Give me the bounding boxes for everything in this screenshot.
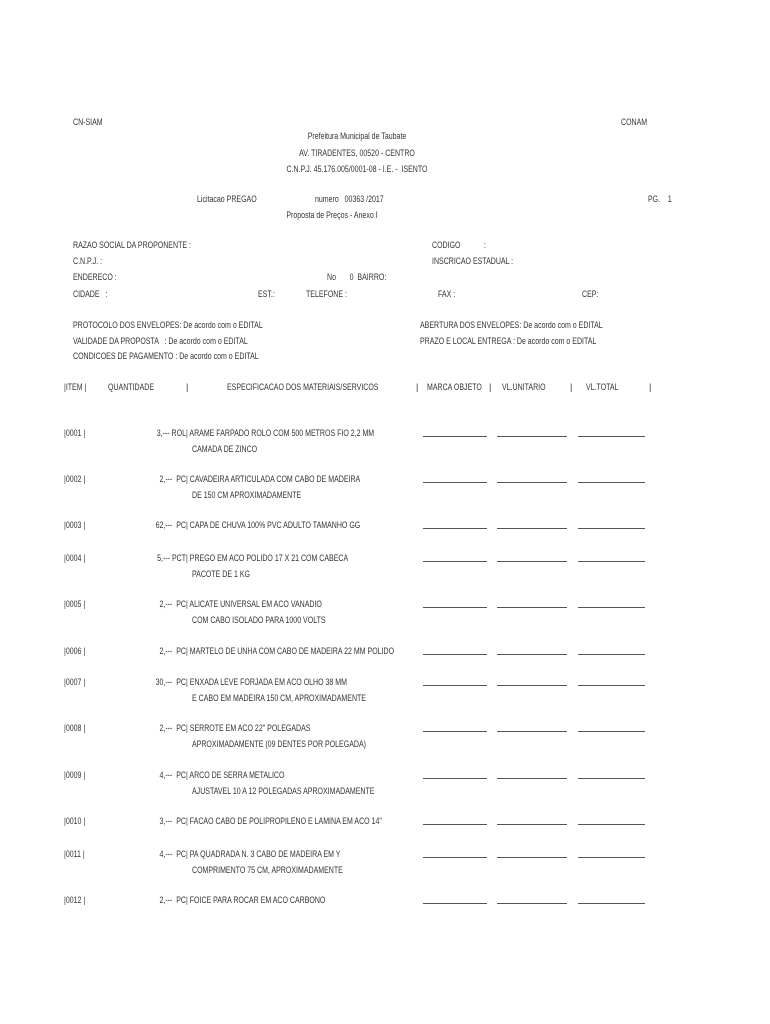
- item-quantity: 2,--- PC: [159, 723, 186, 733]
- item-number: |0004 |: [64, 553, 86, 563]
- marca-objeto-blank[interactable]: [423, 685, 487, 686]
- item-number: |0006 |: [64, 646, 86, 656]
- item-description: | ALICATE UNIVERSAL EM ACO VANADIO: [186, 599, 322, 609]
- item-number: |0012 |: [64, 895, 86, 905]
- item-quantity: 5,--- PCT: [157, 553, 186, 563]
- item-quantity: 2,--- PC: [159, 599, 186, 609]
- col-header-vl-unitario: VL.UNITARIO: [502, 382, 546, 392]
- vl-unitario-blank[interactable]: [497, 685, 567, 686]
- col-separator: |: [570, 382, 573, 392]
- cidade-label: CIDADE :: [73, 289, 108, 299]
- vl-unitario-blank[interactable]: [497, 561, 567, 562]
- item-quantity: 3,--- ROL: [156, 428, 186, 438]
- item-number: |0007 |: [64, 677, 86, 687]
- vl-total-blank[interactable]: [578, 607, 645, 608]
- col-header-item: |ITEM |: [64, 382, 87, 392]
- validade-proposta: VALIDADE DA PROPOSTA : De acordo com o EDITAL: [73, 336, 248, 346]
- item-quantity: 2,--- PC: [159, 646, 186, 656]
- item-number: |0009 |: [64, 770, 86, 780]
- condicoes-pagamento: CONDICOES DE PAGAMENTO : De acordo com o EDITAL: [73, 351, 259, 361]
- col-separator: |: [416, 382, 419, 392]
- item-description: | MARTELO DE UNHA COM CABO DE MADEIRA 22 MM POLIDO: [186, 646, 395, 656]
- item-number: |0003 |: [64, 520, 86, 530]
- protocolo-envelopes: PROTOCOLO DOS ENVELOPES: De acordo com o EDITAL: [73, 320, 263, 330]
- page-number: PG. 1: [648, 194, 672, 204]
- vl-total-blank[interactable]: [578, 654, 645, 655]
- item-description-cont: E CABO EM MADEIRA 150 CM, APROXIMADAMENTE: [192, 693, 366, 703]
- item-description: | ARCO DE SERRA METALICO: [186, 770, 285, 780]
- vl-unitario-blank[interactable]: [497, 903, 567, 904]
- vl-unitario-blank[interactable]: [497, 436, 567, 437]
- vl-total-blank[interactable]: [578, 436, 645, 437]
- marca-objeto-blank[interactable]: [423, 561, 487, 562]
- org-name: Prefeitura Municipal de Taubate: [307, 131, 407, 141]
- inscricao-label: INSCRICAO ESTADUAL :: [432, 256, 514, 266]
- vl-total-blank[interactable]: [578, 482, 645, 483]
- item-description: | CAPA DE CHUVA 100% PVC ADULTO TAMANHO GG: [186, 520, 361, 530]
- col-separator: |: [489, 382, 492, 392]
- item-description: | ARAME FARPADO ROLO COM 500 METROS FIO 2,2 MM: [186, 428, 375, 438]
- licitacao-number: numero 00363 /2017: [315, 194, 384, 204]
- prazo-local-entrega: PRAZO E LOCAL ENTREGA : De acordo com o EDITAL: [420, 336, 597, 346]
- system-code-right: CONAM: [621, 117, 648, 127]
- vl-unitario-blank[interactable]: [497, 778, 567, 779]
- vl-unitario-blank[interactable]: [497, 482, 567, 483]
- item-description-cont: CAMADA DE ZINCO: [192, 444, 258, 454]
- org-cnpj: C.N.P.J. 45.176.005/0001-08 - I.E. - ISENTO: [286, 164, 428, 174]
- abertura-envelopes: ABERTURA DOS ENVELOPES: De acordo com o EDITAL: [420, 320, 603, 330]
- cep-label: CEP:: [582, 289, 599, 299]
- item-quantity: 30,--- PC: [155, 677, 186, 687]
- vl-total-blank[interactable]: [578, 561, 645, 562]
- fax-label: FAX :: [438, 289, 456, 299]
- telefone-label: TELEFONE :: [306, 289, 347, 299]
- endereco-label: ENDERECO :: [73, 272, 117, 282]
- item-quantity: 3,--- PC: [159, 816, 186, 826]
- marca-objeto-blank[interactable]: [423, 654, 487, 655]
- numero-bairro-label: No 0 BAIRRO:: [327, 272, 387, 282]
- item-description: | SERROTE EM ACO 22" POLEGADAS: [186, 723, 311, 733]
- marca-objeto-blank[interactable]: [423, 778, 487, 779]
- item-description: | PA QUADRADA N. 3 CABO DE MADEIRA EM Y: [186, 849, 341, 859]
- item-description-cont: DE 150 CM APROXIMADAMENTE: [192, 490, 302, 500]
- item-number: |0010 |: [64, 816, 86, 826]
- vl-total-blank[interactable]: [578, 857, 645, 858]
- item-quantity: 2,--- PC: [159, 474, 186, 484]
- item-description: | FOICE PARA ROCAR EM ACO CARBONO: [186, 895, 326, 905]
- cnpj-label: C.N.P.J. :: [73, 256, 103, 266]
- item-description: | ENXADA LEVE FORJADA EM ACO OLHO 38 MM: [186, 677, 347, 687]
- marca-objeto-blank[interactable]: [423, 903, 487, 904]
- vl-total-blank[interactable]: [578, 903, 645, 904]
- item-number: |0008 |: [64, 723, 86, 733]
- item-quantity: 62,--- PC: [155, 520, 186, 530]
- vl-unitario-blank[interactable]: [497, 857, 567, 858]
- col-header-marca: MARCA OBJETO: [427, 382, 482, 392]
- vl-total-blank[interactable]: [578, 731, 645, 732]
- item-number: |0001 |: [64, 428, 86, 438]
- col-separator: |: [649, 382, 652, 392]
- item-number: |0011 |: [64, 849, 85, 859]
- vl-unitario-blank[interactable]: [497, 607, 567, 608]
- org-address: AV. TIRADENTES, 00520 - CENTRO: [299, 148, 415, 158]
- vl-total-blank[interactable]: [578, 528, 645, 529]
- item-description-cont: PACOTE DE 1 KG: [192, 569, 251, 579]
- system-code-left: CN-SIAM: [73, 117, 103, 127]
- codigo-label: CODIGO :: [432, 240, 486, 250]
- licitacao-label: Licitacao PREGAO: [197, 194, 257, 204]
- item-number: |0005 |: [64, 599, 86, 609]
- marca-objeto-blank[interactable]: [423, 482, 487, 483]
- marca-objeto-blank[interactable]: [423, 528, 487, 529]
- marca-objeto-blank[interactable]: [423, 607, 487, 608]
- vl-unitario-blank[interactable]: [497, 731, 567, 732]
- col-header-quantidade: QUANTIDADE: [108, 382, 155, 392]
- document-subtitle: Proposta de Preços - Anexo I: [286, 210, 378, 220]
- vl-total-blank[interactable]: [578, 824, 645, 825]
- item-number: |0002 |: [64, 474, 86, 484]
- item-description: | PREGO EM ACO POLIDO 17 X 21 COM CABECA: [186, 553, 349, 563]
- item-quantity: 4,--- PC: [159, 770, 186, 780]
- item-description-cont: AJUSTAVEL 10 A 12 POLEGADAS APROXIMADAMENTE: [192, 786, 375, 796]
- marca-objeto-blank[interactable]: [423, 436, 487, 437]
- vl-total-blank[interactable]: [578, 685, 645, 686]
- item-description: | CAVADEIRA ARTICULADA COM CABO DE MADEIRA: [186, 474, 361, 484]
- item-description: | FACAO CABO DE POLIPROPILENO E LAMINA EM ACO 14": [186, 816, 382, 826]
- item-quantity: 2,--- PC: [159, 895, 186, 905]
- col-header-especificacao: ESPECIFICACAO DOS MATERIAIS/SERVICOS: [227, 382, 379, 392]
- vl-total-blank[interactable]: [578, 778, 645, 779]
- col-separator: |: [186, 382, 189, 392]
- col-header-vl-total: VL.TOTAL: [586, 382, 619, 392]
- vl-unitario-blank[interactable]: [497, 824, 567, 825]
- item-quantity: 4,--- PC: [159, 849, 186, 859]
- marca-objeto-blank[interactable]: [423, 857, 487, 858]
- razao-social-label: RAZAO SOCIAL DA PROPONENTE :: [73, 240, 191, 250]
- marca-objeto-blank[interactable]: [423, 824, 487, 825]
- item-description-cont: APROXIMADAMENTE (09 DENTES POR POLEGADA): [192, 739, 366, 749]
- vl-unitario-blank[interactable]: [497, 528, 567, 529]
- item-description-cont: COM CABO ISOLADO PARA 1000 VOLTS: [192, 615, 326, 625]
- estado-label: EST.:: [258, 289, 275, 299]
- item-description-cont: COMPRIMENTO 75 CM, APROXIMADAMENTE: [192, 865, 343, 875]
- marca-objeto-blank[interactable]: [423, 731, 487, 732]
- vl-unitario-blank[interactable]: [497, 654, 567, 655]
